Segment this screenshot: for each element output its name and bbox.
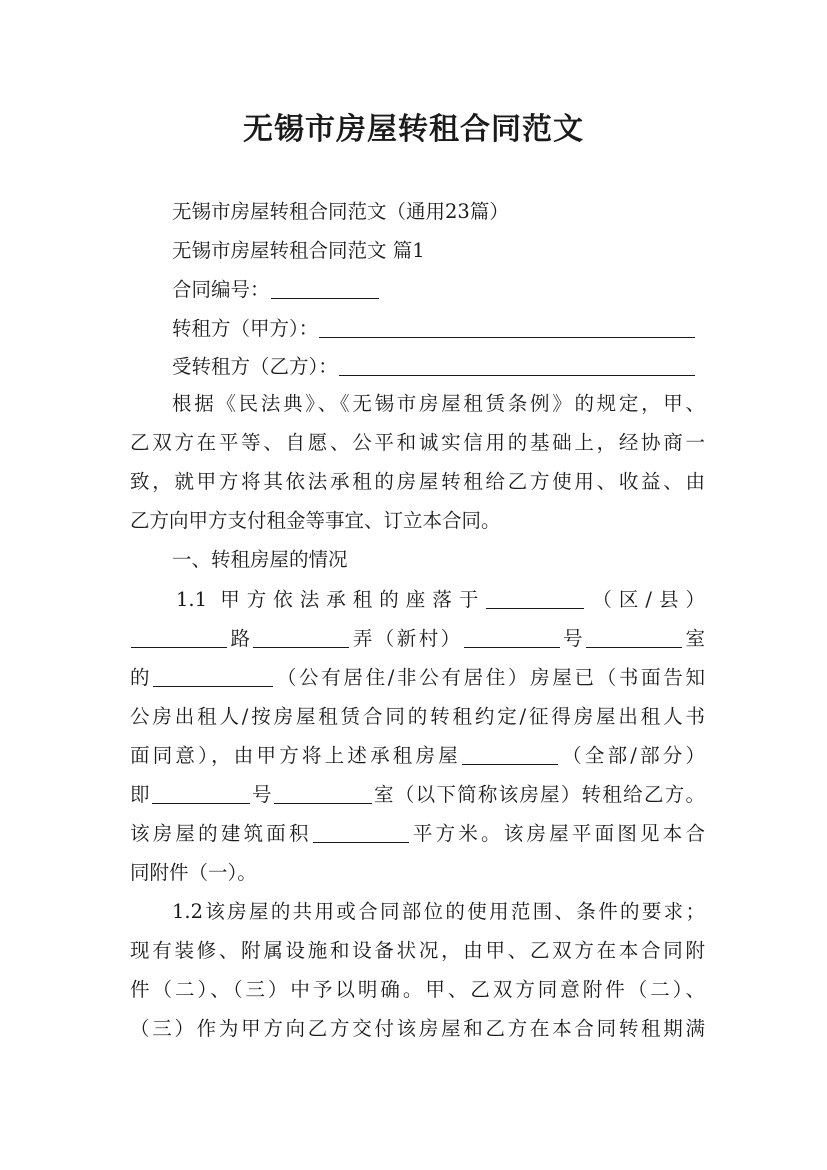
body-line: 乙方向甲方支付租金等事宜、订立本合同。	[130, 509, 501, 532]
clause-1-2-line: 1.2该房屋的共用或合同部位的使用范围、条件的要求；	[172, 900, 705, 923]
clause-1-1-line: 的 （公有居住/非公有居住）房屋已（书面告知	[130, 666, 705, 689]
fill-blank	[586, 626, 682, 648]
clause-1-1-line: 该房屋的建筑面积 平方米。该房屋平面图见本合	[130, 822, 705, 845]
fill-blank	[131, 626, 227, 648]
body-line: 致，就甲方将其依法承租的房屋转租给乙方使用、收益、由	[130, 470, 705, 493]
section-heading-1: 一、转租房屋的情况	[172, 548, 348, 571]
fill-blank	[462, 743, 558, 765]
fill-blank	[274, 782, 372, 804]
clause-1-1-line: 同附件（一）。	[130, 861, 257, 884]
fill-blank	[152, 782, 250, 804]
sublessee-blank	[339, 354, 695, 376]
clause-1-2-line: 件（二）、（三）中予以明确。甲、乙双方同意附件（二）、	[130, 978, 705, 1001]
fill-blank	[464, 626, 560, 648]
clause-1-1-line: 路 弄（新村） 号 室	[130, 620, 705, 657]
fill-blank	[486, 587, 584, 609]
fill-blank	[253, 626, 349, 648]
body-line: 乙双方在平等、自愿、公平和诚实信用的基础上，经协商一	[130, 431, 705, 454]
doc-subtitle: 无锡市房屋转租合同范文（通用23篇）	[172, 200, 509, 223]
clause-1-1-line: 即 号 室（以下简称该房屋）转租给乙方。	[130, 783, 705, 806]
section-heading: 无锡市房屋转租合同范文 篇1	[172, 239, 425, 262]
body-line: 根据《民法典》、《无锡市房屋租赁条例》的规定，甲、	[172, 392, 705, 415]
document-title: 无锡市房屋转租合同范文	[243, 112, 584, 147]
sublessee-line: 受转租方（乙方）：	[172, 348, 705, 385]
sublessor-line: 转租方（甲方）：	[172, 310, 705, 347]
contract-number-blank	[271, 277, 379, 299]
clause-1-1-line: 1.1 甲方依法承租的座落于 （区/县）	[176, 588, 705, 611]
fill-blank	[153, 665, 273, 687]
sublessor-blank	[319, 316, 695, 338]
clause-1-1-line: 面同意），由甲方将上述承租房屋 （全部/部分）	[130, 744, 705, 767]
contract-number-line: 合同编号：	[172, 271, 705, 308]
clause-1-2-line: 现有装修、附属设施和设备状况，由甲、乙双方在本合同附	[130, 939, 705, 962]
clause-1-2-line: （三）作为甲方向乙方交付该房屋和乙方在本合同转租期满	[130, 1017, 705, 1040]
clause-1-1-line: 公房出租人/按房屋租赁合同的转租约定/征得房屋出租人书	[130, 705, 705, 728]
fill-blank	[313, 821, 409, 843]
